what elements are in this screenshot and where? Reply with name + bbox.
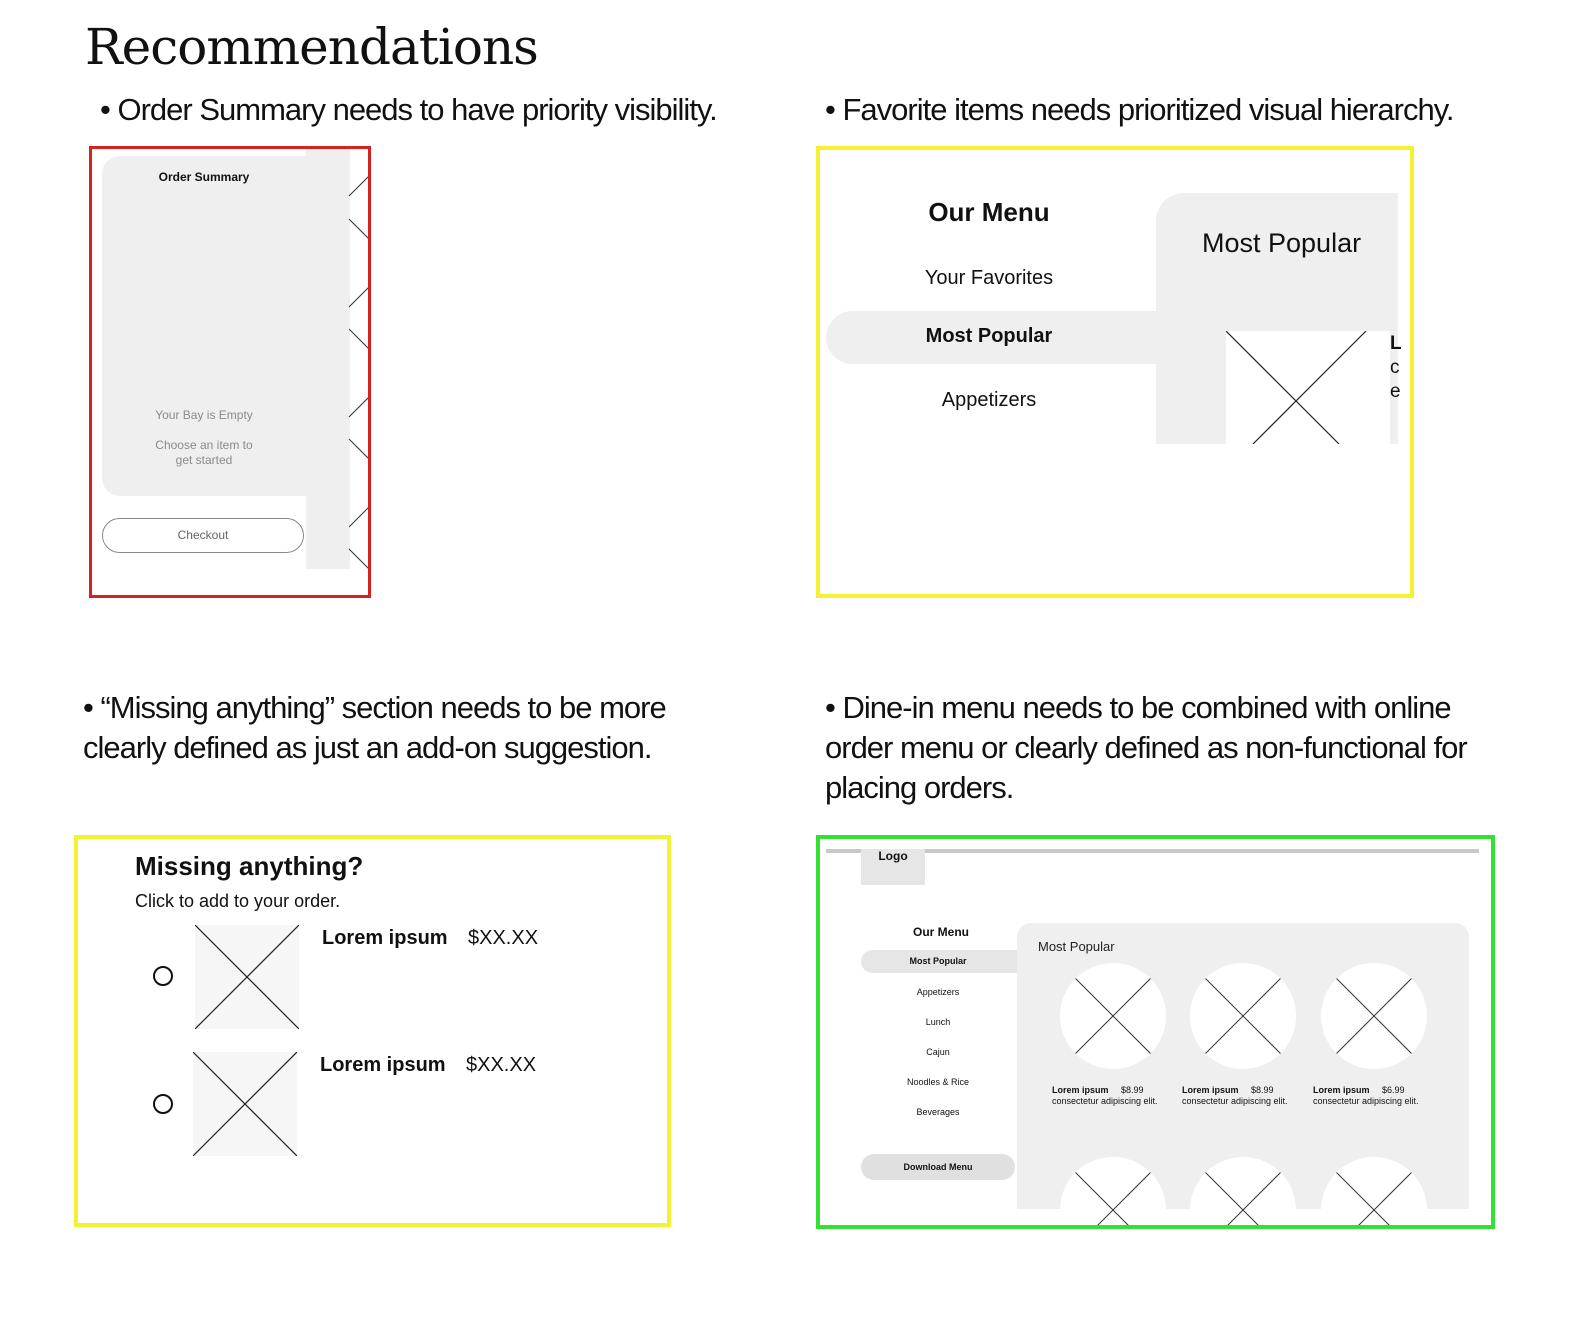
nav-item-appetizers[interactable]: Appetizers — [916, 987, 960, 997]
order-summary-mockup — [89, 146, 371, 598]
missing-anything-mockup — [74, 835, 671, 1227]
nav-item-most-popular: Most Popular — [925, 325, 1053, 347]
panel-heading: Most Popular — [1202, 228, 1362, 258]
placeholder-x-icon — [1321, 963, 1427, 1069]
panel-heading: Most Popular — [1038, 939, 1115, 954]
card-name: Lorem ipsum — [1182, 1085, 1239, 1095]
card-name: Lorem ipsum — [1313, 1085, 1370, 1095]
recommendation-missing-anything — [83, 688, 723, 768]
item-image-placeholder[interactable] — [1321, 963, 1427, 1069]
recommendation-favorites — [825, 90, 1454, 130]
placeholder-x-icon — [1226, 331, 1368, 444]
logo-text: Logo — [878, 849, 908, 863]
card-price: $8.99 — [1121, 1085, 1144, 1095]
menu-heading: Our Menu — [913, 925, 969, 939]
cut-off-text-area — [1368, 331, 1402, 444]
empty-bag-title: Your Bay is Empty — [155, 408, 253, 422]
placeholder-x-icon — [1060, 963, 1166, 1069]
item-image-placeholder[interactable] — [1060, 1157, 1166, 1229]
recommendation-text: Dine-in menu needs to be combined with online order menu or clearly defined as non-functional for placing orders. — [825, 690, 1467, 805]
menu-card[interactable] — [1182, 1085, 1288, 1107]
card-desc: consectetur adipiscing elit. — [1313, 1096, 1419, 1106]
cut-off-letter: L — [1390, 333, 1402, 354]
placeholder-x-icon — [195, 925, 299, 1029]
item-price: $XX.XX — [466, 1054, 537, 1076]
empty-bag-hint: Choose an item to get started — [155, 438, 253, 467]
placeholder-x-icon — [1321, 1157, 1427, 1229]
add-item-radio[interactable] — [153, 1094, 173, 1114]
logo-box[interactable] — [861, 849, 925, 885]
dine-in-menu-mockup — [816, 835, 1495, 1229]
missing-subheading: Click to add to your order. — [135, 891, 341, 911]
nav-item-appetizers[interactable]: Appetizers — [941, 389, 1037, 411]
placeholder-x-icon — [1190, 1157, 1296, 1229]
nav-item-lunch[interactable]: Lunch — [925, 1017, 951, 1027]
card-desc: consectetur adipiscing elit. — [1052, 1096, 1158, 1106]
most-popular-panel — [1156, 193, 1402, 444]
cut-off-letter: e — [1390, 381, 1401, 402]
card-name: Lorem ipsum — [1052, 1085, 1109, 1095]
recommendation-dine-in-menu — [825, 688, 1505, 808]
recommendation-text: “Missing anything” section needs to be more clearly defined as just an add-on suggestion. — [83, 690, 666, 765]
nav-item-favorites[interactable]: Your Favorites — [924, 267, 1054, 289]
favorites-mockup — [816, 146, 1414, 598]
placeholder-x-icon — [1060, 1157, 1166, 1229]
card-price: $8.99 — [1251, 1085, 1274, 1095]
menu-heading: Our Menu — [928, 197, 1050, 227]
most-popular-panel — [1017, 923, 1469, 1209]
download-menu-button[interactable]: Download Menu — [861, 1154, 1015, 1180]
checkout-button[interactable]: Checkout — [102, 518, 304, 553]
recommendation-text: Favorite items needs prioritized visual hierarchy. — [842, 92, 1454, 127]
nav-item-most-popular[interactable] — [861, 950, 1021, 973]
item-price: $XX.XX — [468, 927, 539, 949]
recommendation-text: Order Summary needs to have priority visibility. — [117, 92, 717, 127]
placeholder-x-icon — [1190, 963, 1296, 1069]
item-name: Lorem ipsum — [322, 927, 448, 949]
page-title: Recommendations — [85, 18, 538, 76]
order-summary-heading: Order Summary — [158, 170, 250, 184]
add-item-radio[interactable] — [153, 966, 173, 986]
card-price: $6.99 — [1382, 1085, 1405, 1095]
recommendation-order-summary — [100, 90, 717, 130]
bullet-marker: • — [825, 92, 835, 127]
menu-card[interactable] — [1313, 1085, 1419, 1107]
cut-off-letter: c — [1390, 357, 1400, 378]
nav-item-cajun[interactable]: Cajun — [926, 1047, 950, 1057]
card-desc: consectetur adipiscing elit. — [1182, 1096, 1288, 1106]
item-image-placeholder[interactable] — [1190, 1157, 1296, 1229]
item-name: Lorem ipsum — [320, 1054, 446, 1076]
nav-item-beverages[interactable]: Beverages — [916, 1107, 960, 1117]
item-image-placeholder[interactable] — [1190, 963, 1296, 1069]
nav-item-noodles-rice[interactable]: Noodles & Rice — [906, 1077, 970, 1087]
nav-item-label: Most Popular — [909, 956, 967, 966]
placeholder-x-icon — [193, 1052, 297, 1156]
bullet-marker: • — [825, 690, 835, 725]
missing-heading: Missing anything? — [135, 851, 364, 881]
bullet-marker: • — [83, 690, 93, 725]
item-image-placeholder[interactable] — [1060, 963, 1166, 1069]
item-image-placeholder — [193, 1052, 297, 1156]
item-image-placeholder — [1226, 331, 1368, 444]
bullet-marker: • — [100, 92, 110, 127]
item-image-placeholder[interactable] — [1321, 1157, 1427, 1229]
nav-item-most-popular-highlight[interactable] — [826, 311, 1166, 364]
item-image-placeholder — [195, 925, 299, 1029]
menu-card[interactable] — [1052, 1085, 1158, 1107]
order-summary-card — [102, 156, 314, 496]
diagonal-lines — [347, 149, 371, 595]
